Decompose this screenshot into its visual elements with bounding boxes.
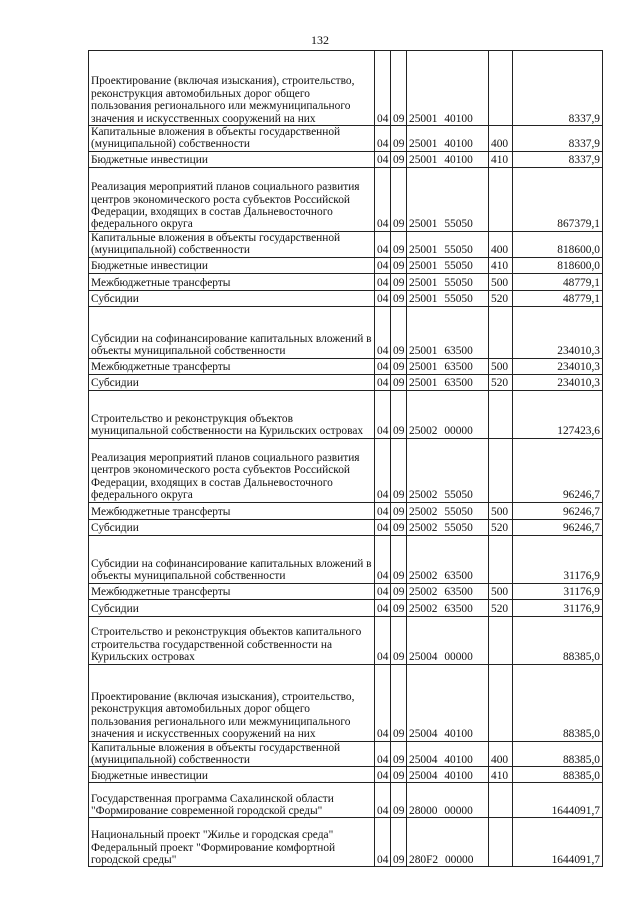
amount: 127423,6 [513, 390, 603, 438]
amount: 818600,0 [513, 231, 603, 257]
expense-type-code [489, 167, 513, 231]
target-article-code: 25001 55050 [407, 290, 489, 306]
target-article-code: 25002 55050 [407, 502, 489, 519]
table-row [89, 167, 603, 231]
line-item-name: Межбюджетные трансферты [89, 358, 375, 374]
line-item-name: Бюджетные инвестиции [89, 767, 375, 783]
table-row [89, 783, 603, 818]
section-code: 04 [375, 358, 391, 374]
amount: 31176,9 [513, 599, 603, 616]
section-code: 04 [375, 51, 391, 126]
line-item-name: Межбюджетные трансферты [89, 273, 375, 290]
section-code: 04 [375, 664, 391, 741]
section-code: 04 [375, 167, 391, 231]
line-item-name: Строительство и реконструкция объектов капитального строительства государственной собственности на Курильских островах [89, 616, 375, 664]
amount: 96246,7 [513, 519, 603, 535]
section-code: 04 [375, 438, 391, 502]
amount: 88385,0 [513, 664, 603, 741]
subsection-code: 09 [391, 290, 407, 306]
expense-type-code: 410 [489, 151, 513, 167]
expense-type-code: 410 [489, 257, 513, 273]
table-row [89, 151, 603, 167]
amount: 1644091,7 [513, 783, 603, 818]
section-code: 04 [375, 390, 391, 438]
amount: 867379,1 [513, 167, 603, 231]
target-article-code: 25002 00000 [407, 390, 489, 438]
subsection-code: 09 [391, 167, 407, 231]
subsection-code: 09 [391, 741, 407, 767]
line-item-name: Национальный проект "Жилье и городская среда" Федеральный проект "Формирование комфортной городской среды" [89, 818, 375, 867]
table-row [89, 306, 603, 358]
target-article-code: 25001 55050 [407, 273, 489, 290]
subsection-code: 09 [391, 358, 407, 374]
table-row [89, 290, 603, 306]
expense-type-code: 500 [489, 358, 513, 374]
expense-type-code: 520 [489, 599, 513, 616]
line-item-name: Реализация мероприятий планов социального развития центров экономического роста субъектов Российской Федерации, входящих в состав Дальневосточного федерального округа [89, 167, 375, 231]
section-code: 04 [375, 599, 391, 616]
line-item-name: Субсидии на софинансирование капитальных вложений в объекты муниципальной собственности [89, 535, 375, 583]
line-item-name: Проектирование (включая изыскания), строительство, реконструкция автомобильных дорог общего пользования регионального или межмуниципального значения и искусственных сооружений на них [89, 51, 375, 126]
target-article-code: 25001 55050 [407, 231, 489, 257]
target-article-code: 25002 55050 [407, 438, 489, 502]
line-item-name: Капитальные вложения в объекты государственной (муниципальной) собственности [89, 741, 375, 767]
section-code: 04 [375, 290, 391, 306]
subsection-code: 09 [391, 664, 407, 741]
target-article-code: 25004 40100 [407, 664, 489, 741]
table-row [89, 519, 603, 535]
amount: 8337,9 [513, 151, 603, 167]
table-row [89, 535, 603, 583]
subsection-code: 09 [391, 151, 407, 167]
page-number: 132 [311, 33, 329, 47]
section-code: 04 [375, 741, 391, 767]
subsection-code: 09 [391, 390, 407, 438]
subsection-code: 09 [391, 306, 407, 358]
subsection-code: 09 [391, 783, 407, 818]
amount: 88385,0 [513, 767, 603, 783]
expense-type-code [489, 783, 513, 818]
line-item-name: Субсидии [89, 290, 375, 306]
expense-type-code: 500 [489, 273, 513, 290]
section-code: 04 [375, 767, 391, 783]
expense-type-code [489, 664, 513, 741]
subsection-code: 09 [391, 583, 407, 599]
line-item-name: Межбюджетные трансферты [89, 583, 375, 599]
target-article-code: 25004 00000 [407, 616, 489, 664]
target-article-code: 25001 55050 [407, 167, 489, 231]
subsection-code: 09 [391, 818, 407, 867]
table-row [89, 664, 603, 741]
target-article-code: 25001 63500 [407, 306, 489, 358]
subsection-code: 09 [391, 438, 407, 502]
amount: 96246,7 [513, 502, 603, 519]
expense-type-code: 400 [489, 231, 513, 257]
section-code: 04 [375, 273, 391, 290]
section-code: 04 [375, 783, 391, 818]
amount: 234010,3 [513, 374, 603, 390]
line-item-name: Субсидии [89, 519, 375, 535]
expense-type-code [489, 306, 513, 358]
table-row [89, 231, 603, 257]
target-article-code: 25002 55050 [407, 519, 489, 535]
amount: 31176,9 [513, 583, 603, 599]
target-article-code: 25001 40100 [407, 151, 489, 167]
section-code: 04 [375, 306, 391, 358]
table-row [89, 438, 603, 502]
section-code: 04 [375, 616, 391, 664]
expense-type-code: 520 [489, 374, 513, 390]
target-article-code: 25002 63500 [407, 535, 489, 583]
subsection-code: 09 [391, 231, 407, 257]
line-item-name: Реализация мероприятий планов социального развития центров экономического роста субъектов Российской Федерации, входящих в состав Дальневосточного федерального округа [89, 438, 375, 502]
table-row [89, 767, 603, 783]
amount: 8337,9 [513, 126, 603, 152]
subsection-code: 09 [391, 599, 407, 616]
table-row [89, 599, 603, 616]
section-code: 04 [375, 231, 391, 257]
expense-type-code: 520 [489, 519, 513, 535]
target-article-code: 25004 40100 [407, 767, 489, 783]
target-article-code: 25002 63500 [407, 583, 489, 599]
table-row [89, 390, 603, 438]
table-row [89, 818, 603, 867]
target-article-code: 25001 55050 [407, 257, 489, 273]
amount: 88385,0 [513, 616, 603, 664]
section-code: 04 [375, 257, 391, 273]
table-row [89, 374, 603, 390]
amount: 234010,3 [513, 358, 603, 374]
target-article-code: 28000 00000 [407, 783, 489, 818]
target-article-code: 280F2 00000 [407, 818, 489, 867]
section-code: 04 [375, 519, 391, 535]
subsection-code: 09 [391, 502, 407, 519]
expense-type-code: 500 [489, 502, 513, 519]
budget-table-body [89, 51, 603, 867]
section-code: 04 [375, 126, 391, 152]
expense-type-code: 400 [489, 741, 513, 767]
subsection-code: 09 [391, 767, 407, 783]
subsection-code: 09 [391, 535, 407, 583]
table-row [89, 358, 603, 374]
target-article-code: 25001 40100 [407, 126, 489, 152]
target-article-code: 25001 63500 [407, 374, 489, 390]
line-item-name: Субсидии [89, 599, 375, 616]
subsection-code: 09 [391, 616, 407, 664]
amount: 48779,1 [513, 290, 603, 306]
target-article-code: 25002 63500 [407, 599, 489, 616]
line-item-name: Капитальные вложения в объекты государственной (муниципальной) собственности [89, 231, 375, 257]
section-code: 04 [375, 502, 391, 519]
subsection-code: 09 [391, 273, 407, 290]
table-row [89, 273, 603, 290]
table-row [89, 741, 603, 767]
line-item-name: Межбюджетные трансферты [89, 502, 375, 519]
line-item-name: Проектирование (включая изыскания), строительство, реконструкция автомобильных дорог общего пользования регионального или межмуниципального значения и искусственных сооружений на них [89, 664, 375, 741]
line-item-name: Бюджетные инвестиции [89, 151, 375, 167]
section-code: 04 [375, 151, 391, 167]
expense-type-code: 410 [489, 767, 513, 783]
amount: 48779,1 [513, 273, 603, 290]
line-item-name: Государственная программа Сахалинской области "Формирование современной городской среды" [89, 783, 375, 818]
section-code: 04 [375, 535, 391, 583]
line-item-name: Субсидии [89, 374, 375, 390]
target-article-code: 25001 63500 [407, 358, 489, 374]
table-row [89, 616, 603, 664]
amount: 818600,0 [513, 257, 603, 273]
section-code: 04 [375, 818, 391, 867]
amount: 8337,9 [513, 51, 603, 126]
expense-type-code: 500 [489, 583, 513, 599]
amount: 88385,0 [513, 741, 603, 767]
section-code: 04 [375, 374, 391, 390]
budget-table [88, 50, 603, 867]
table-row [89, 583, 603, 599]
target-article-code: 25001 40100 [407, 51, 489, 126]
subsection-code: 09 [391, 519, 407, 535]
amount: 234010,3 [513, 306, 603, 358]
line-item-name: Бюджетные инвестиции [89, 257, 375, 273]
section-code: 04 [375, 583, 391, 599]
table-row [89, 502, 603, 519]
line-item-name: Строительство и реконструкция объектов муниципальной собственности на Курильских островах [89, 390, 375, 438]
expense-type-code: 400 [489, 126, 513, 152]
subsection-code: 09 [391, 126, 407, 152]
expense-type-code: 520 [489, 290, 513, 306]
amount: 1644091,7 [513, 818, 603, 867]
expense-type-code [489, 390, 513, 438]
line-item-name: Субсидии на софинансирование капитальных вложений в объекты муниципальной собственности [89, 306, 375, 358]
subsection-code: 09 [391, 51, 407, 126]
expense-type-code [489, 51, 513, 126]
subsection-code: 09 [391, 374, 407, 390]
target-article-code: 25004 40100 [407, 741, 489, 767]
subsection-code: 09 [391, 257, 407, 273]
amount: 31176,9 [513, 535, 603, 583]
expense-type-code [489, 616, 513, 664]
expense-type-code [489, 535, 513, 583]
amount: 96246,7 [513, 438, 603, 502]
table-row [89, 126, 603, 152]
table-row [89, 51, 603, 126]
expense-type-code [489, 438, 513, 502]
line-item-name: Капитальные вложения в объекты государственной (муниципальной) собственности [89, 126, 375, 152]
table-row [89, 257, 603, 273]
expense-type-code [489, 818, 513, 867]
